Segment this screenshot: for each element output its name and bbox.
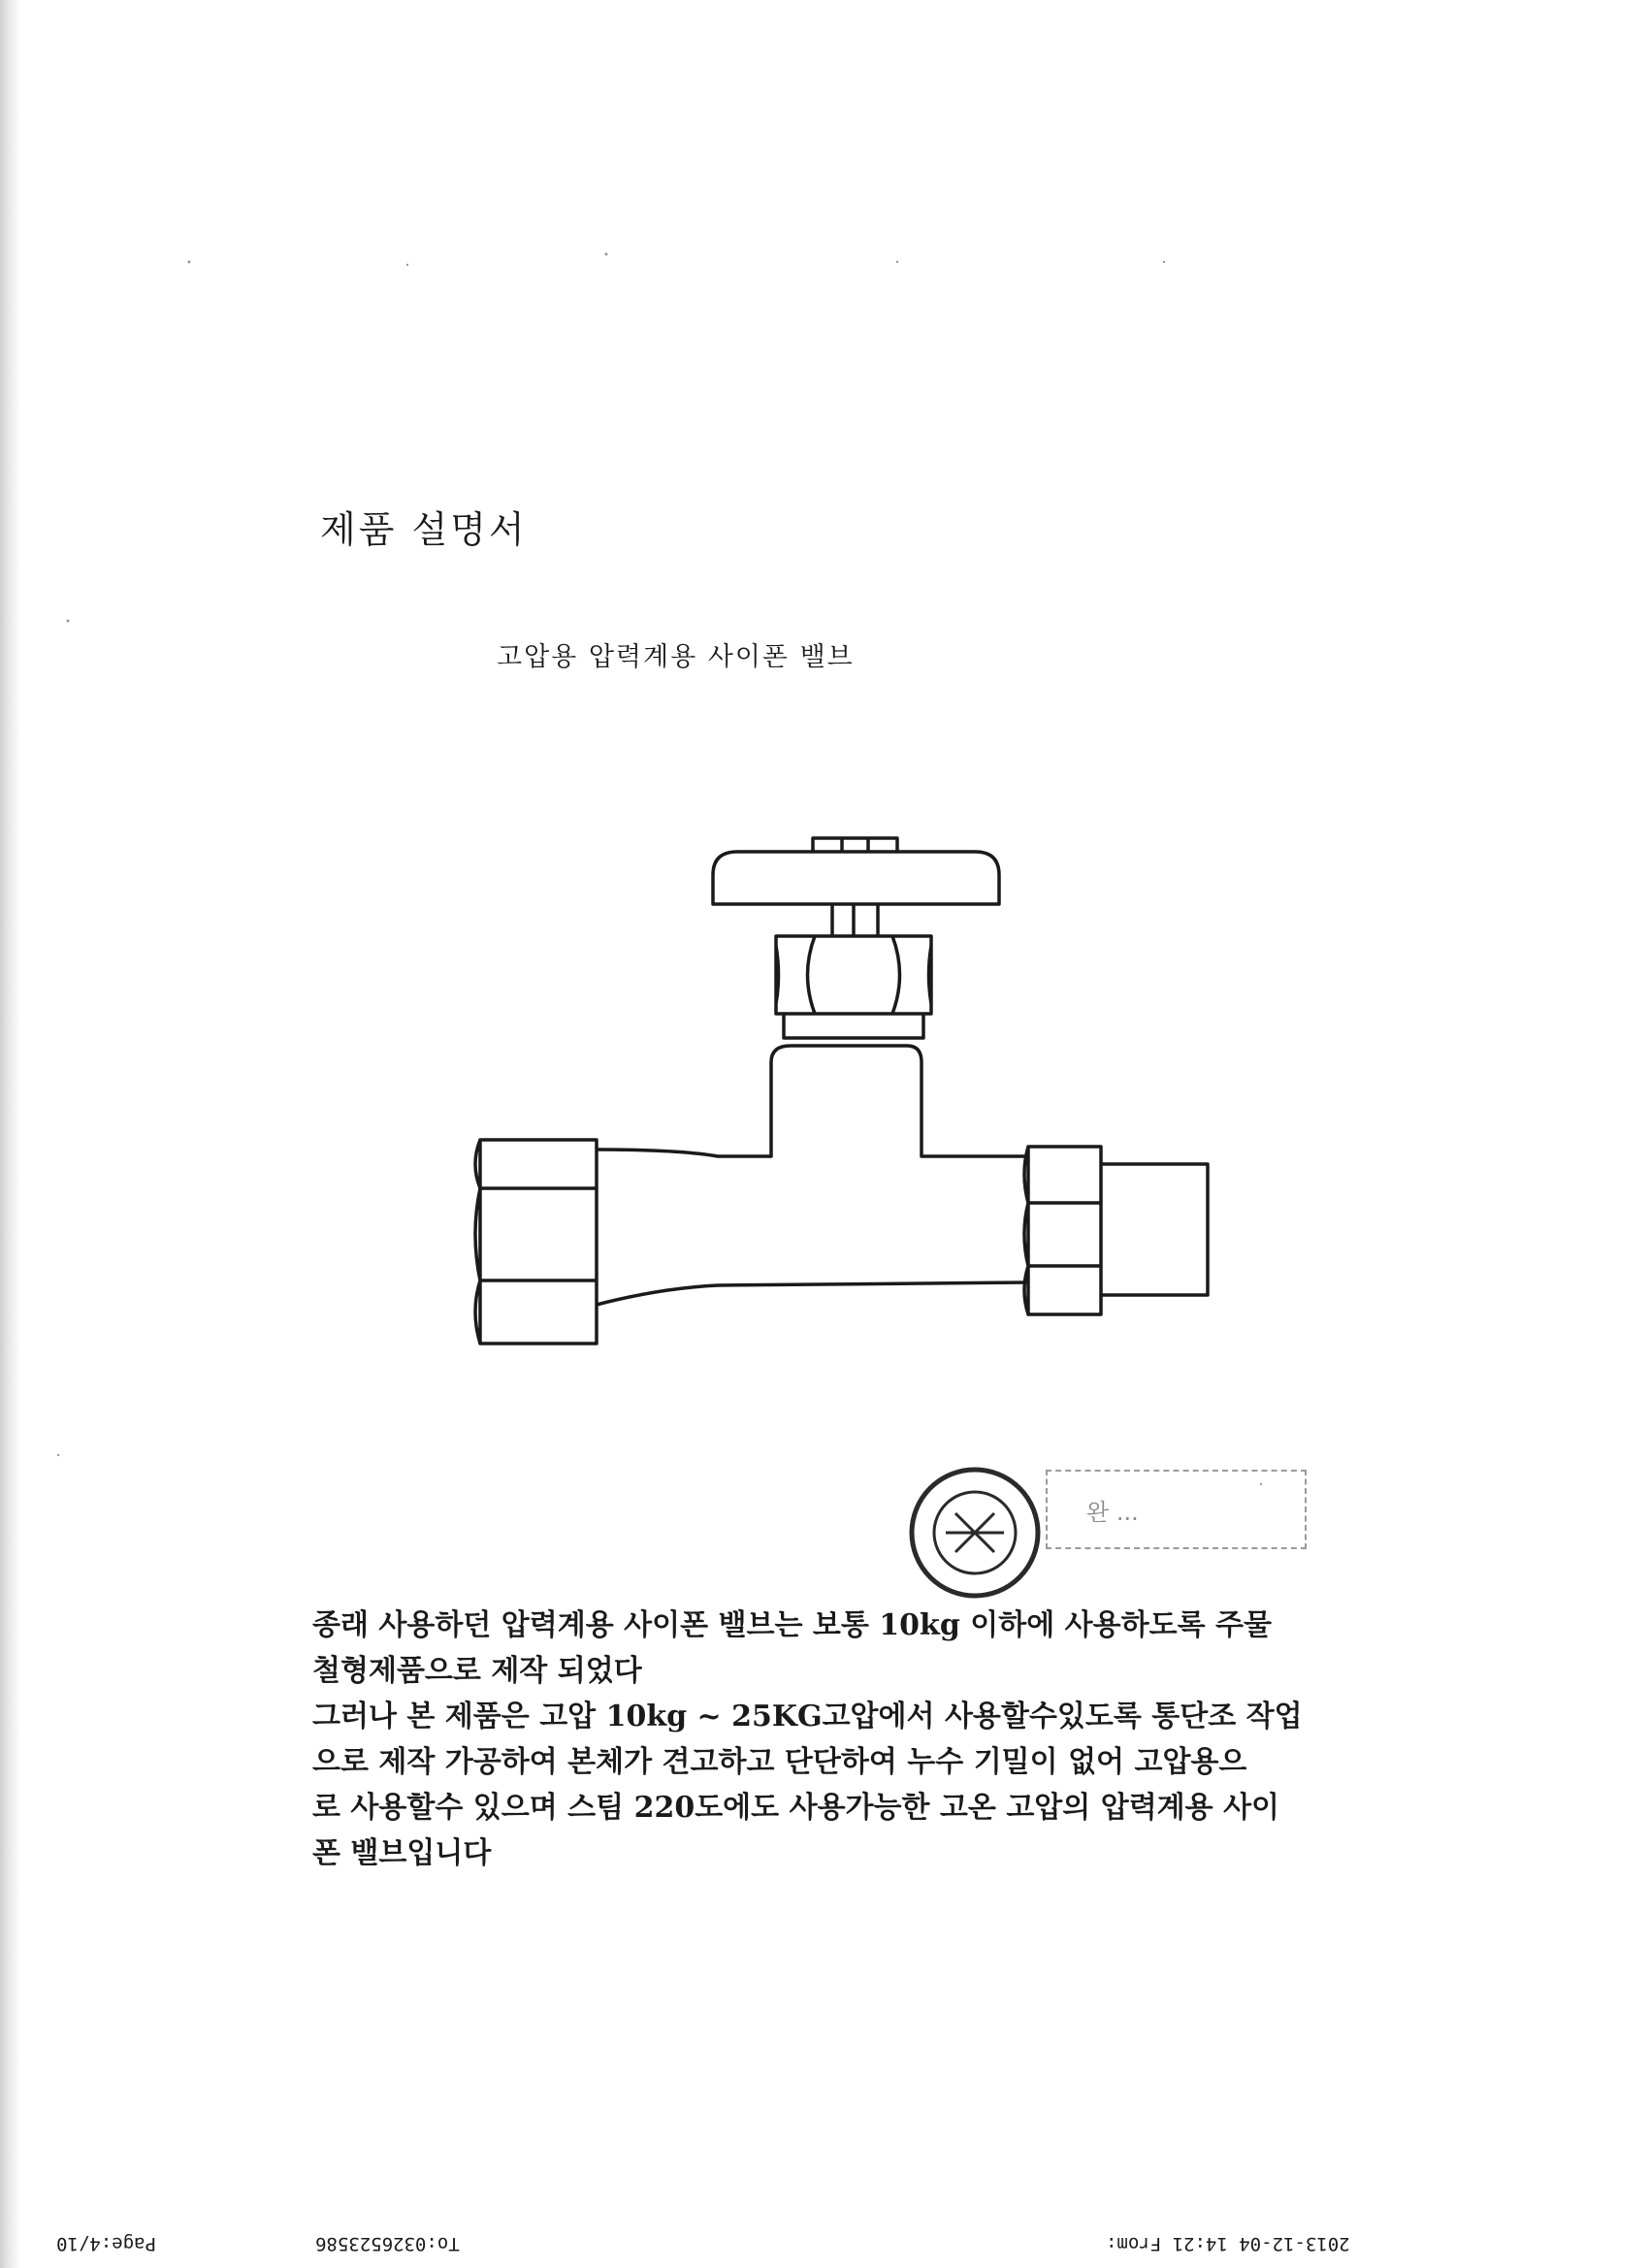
left-hex-nut xyxy=(475,1140,597,1344)
seal-stamp-icon xyxy=(912,1470,1038,1596)
paragraph-line: 철형제품으로 제작 되었다 xyxy=(312,1654,642,1688)
redacted-label: 완 ... xyxy=(1086,1499,1139,1526)
bonnet-hex-nut xyxy=(776,936,931,1014)
document-subtitle: 고압용 압력계용 사이폰 밸브 xyxy=(497,642,855,672)
right-tailpiece xyxy=(1101,1164,1208,1295)
valve-stem xyxy=(832,904,878,936)
valve-body xyxy=(597,1046,1028,1305)
paragraph-line: 종래 사용하던 압력계용 사이폰 밸브는 보통 10kg 이하에 사용하도록 주물 xyxy=(312,1608,1272,1642)
paragraph-line: 로 사용할수 있으며 스팀 220도에도 사용가능한 고온 고압의 압력계용 사이 xyxy=(312,1791,1280,1825)
valve-neck xyxy=(784,1014,923,1038)
fax-date-from: 2013-12-04 14:21 From: xyxy=(1106,2233,1350,2254)
paragraph-line: 으로 제작 가공하여 본체가 견고하고 단단하여 누수 기밀이 없어 고압용으 xyxy=(312,1745,1247,1779)
paragraph-line: 폰 밸브입니다 xyxy=(312,1836,492,1870)
paragraph-line: 그러나 본 제품은 고압 10kg ~ 25KG고압에서 사용할수있도록 통단조 작업 xyxy=(312,1700,1303,1733)
right-union-nut xyxy=(1024,1147,1101,1314)
document-title: 제품 설명서 xyxy=(320,508,528,551)
fax-to-number: To:0326523586 xyxy=(315,2233,460,2254)
redacted-stamp-area xyxy=(1046,1470,1307,1549)
description-body xyxy=(312,1603,1408,1876)
handwheel xyxy=(713,852,999,904)
handwheel-nut xyxy=(813,838,897,852)
fax-page-number: Page:4/10 xyxy=(56,2233,156,2254)
